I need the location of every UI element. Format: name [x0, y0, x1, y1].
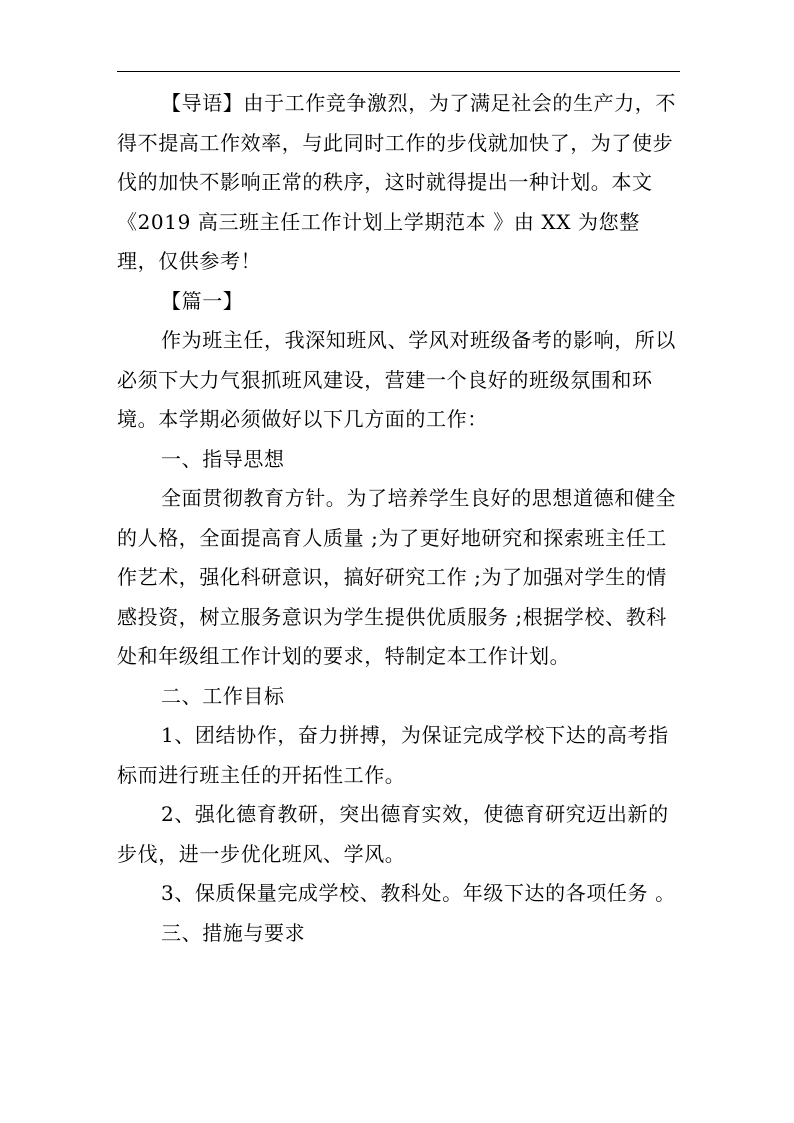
section-heading-part-one: 【篇一】	[161, 288, 244, 313]
paragraph-class-culture: 作为班主任，我深知班风、学风对班级备考的影响，所以必须下大力气狠抓班风建设，营建一个良好的班级氛围和环境。本学期必须做好以下几方面的工作：	[117, 328, 676, 431]
document-body	[117, 84, 679, 953]
header-rule	[117, 71, 680, 72]
heading-measures: 三、措施与要求	[161, 920, 306, 945]
heading-work-goals: 二、工作目标	[161, 683, 285, 708]
paragraph-guiding-ideology: 全面贯彻教育方针。为了培养学生良好的思想道德和健全的人格，全面提高育人质量 ;为了更好地研究和探索班主任工作艺术，强化科研意识，搞好研究工作 ;为了加强对学生的情感投资，树立服务意识为学生提供优质服务 ;根据学校、教科处和年级组工作计划的要求，特制定本工作计划。	[117, 486, 676, 668]
heading-guiding-ideology: 一、指导思想	[161, 446, 285, 471]
intro-paragraph: 【导语】由于工作竞争激烈，为了满足社会的生产力，不得不提高工作效率，与此同时工作的步伐就加快了，为了使步伐的加快不影响正常的秩序，这时就得提出一种计划。本文《2019 高三班主任工作计划上学期范本 》由 XX 为您整理，仅供参考！	[117, 91, 676, 273]
goal-item-1: 1、团结协作，奋力拼搏，为保证完成学校下达的高考指标而进行班主任的开拓性工作。	[117, 723, 669, 787]
goal-item-3: 3、保质保量完成学校、教科处。年级下达的各项任务 。	[161, 881, 676, 905]
goal-item-2: 2、强化德育教研，突出德育实效，使德育研究迈出新的步伐，进一步优化班风、学风。	[117, 802, 669, 866]
